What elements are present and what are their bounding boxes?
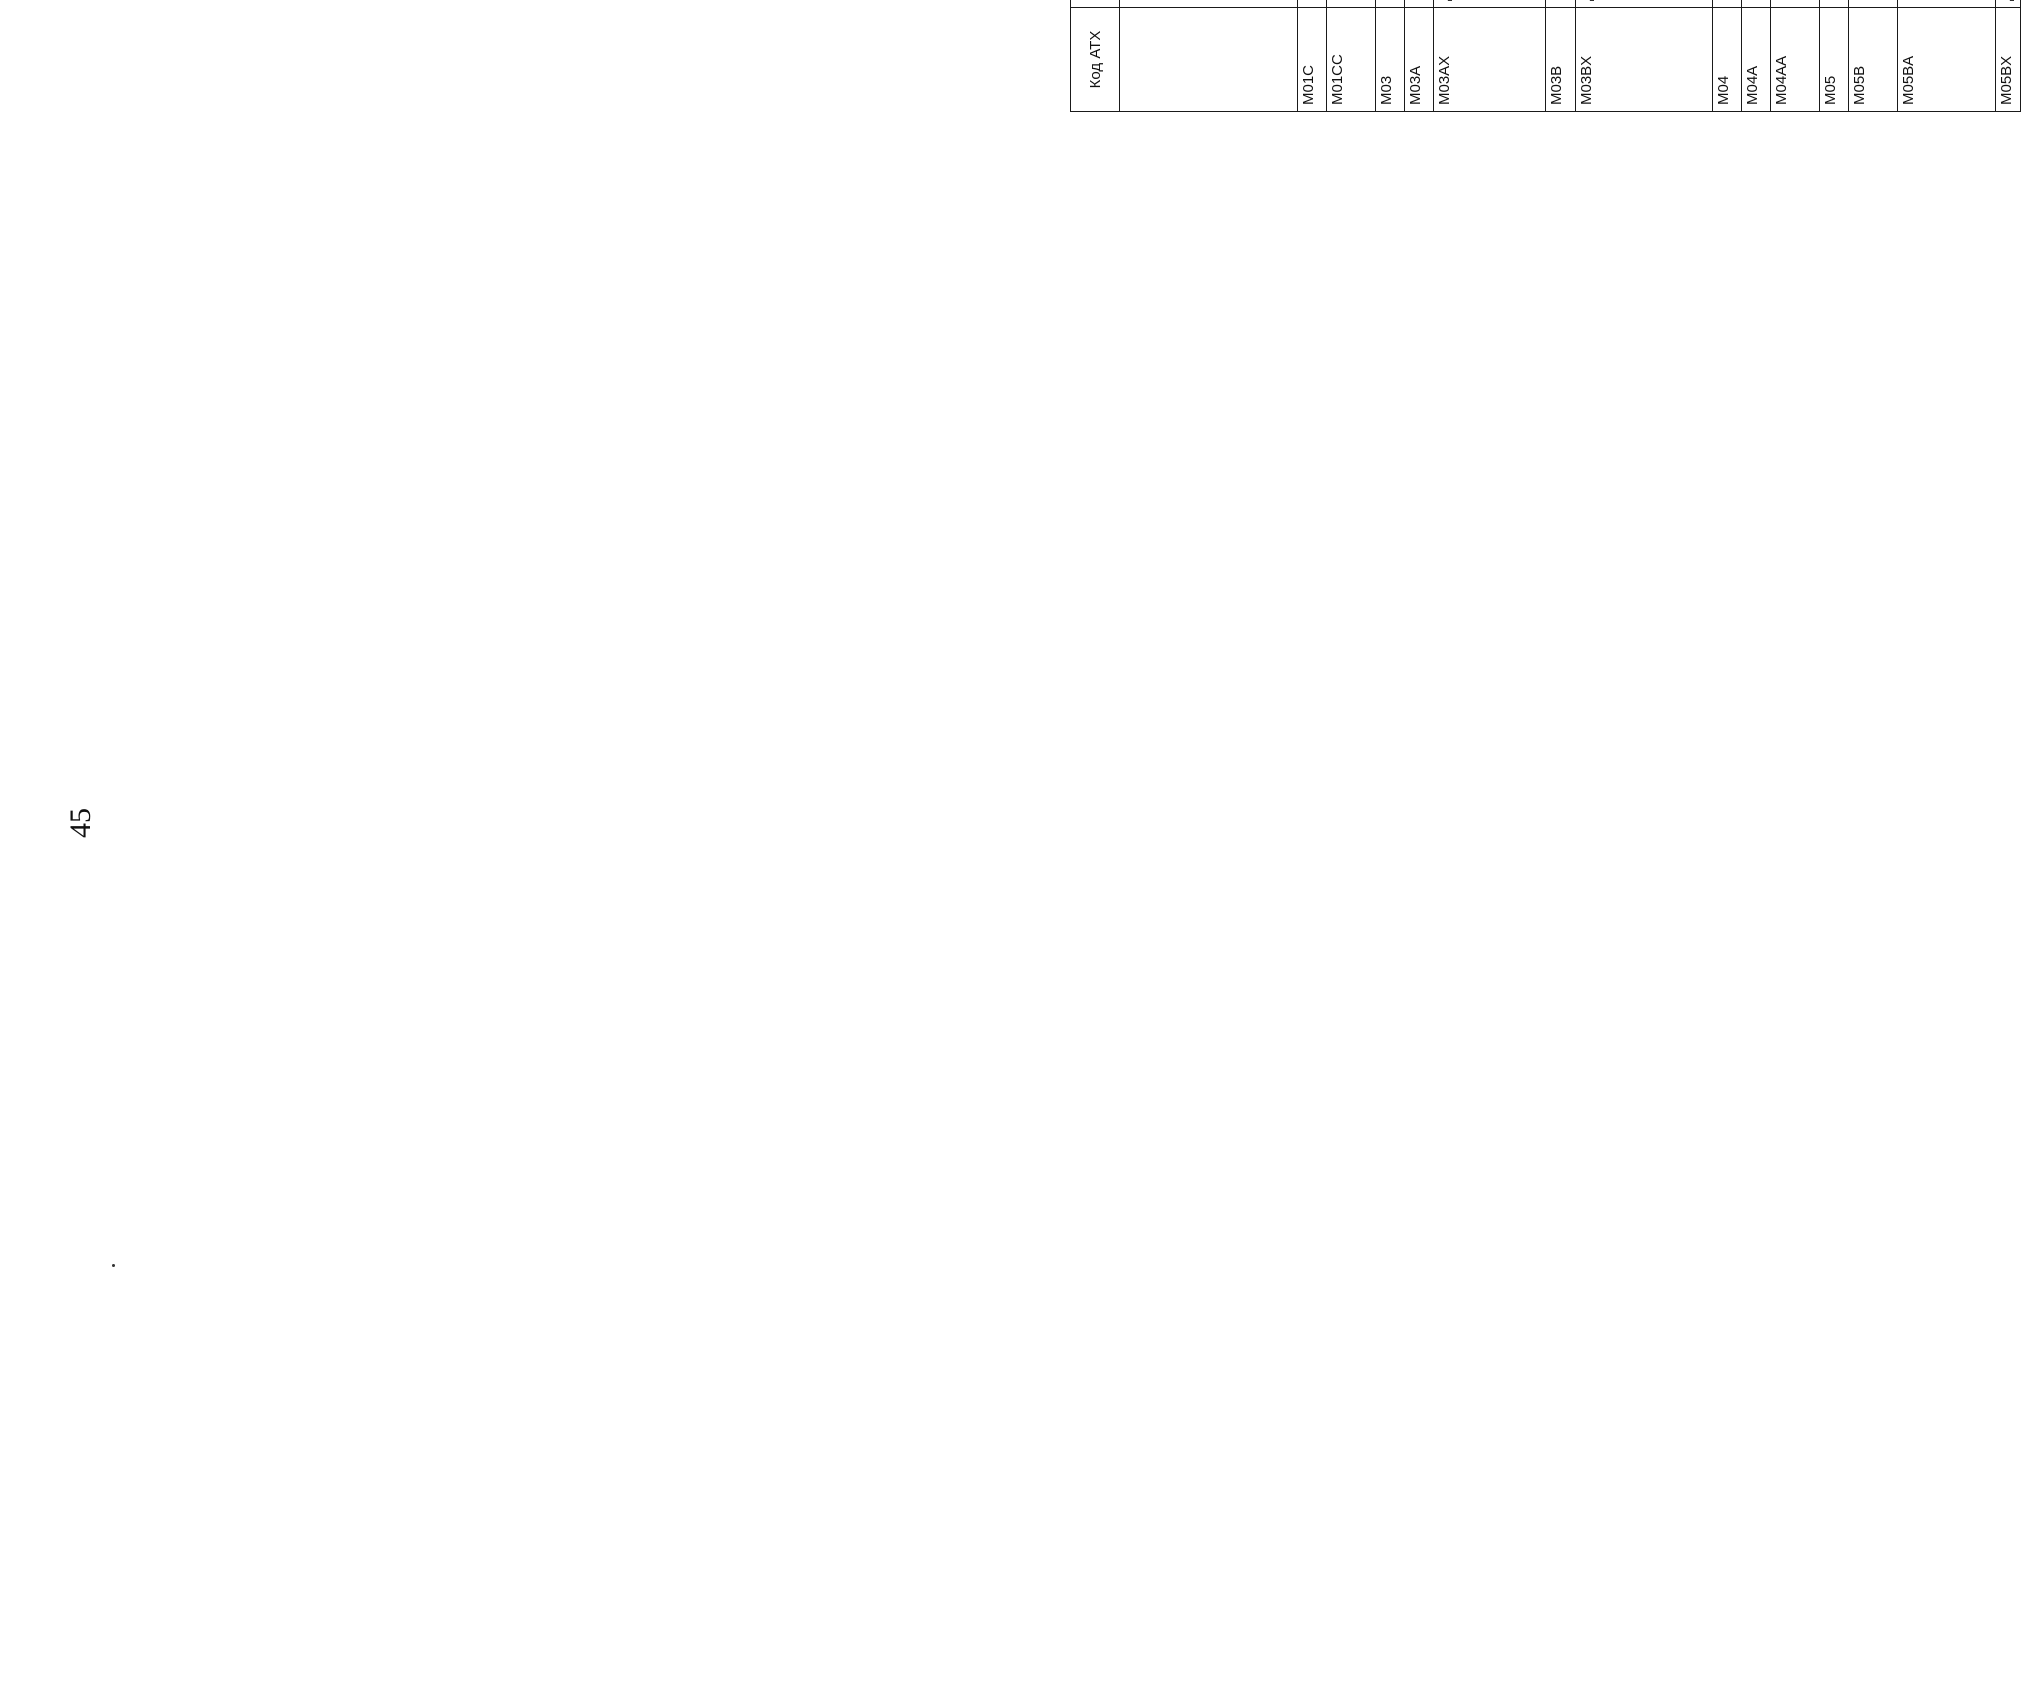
code-cell: M01C xyxy=(1297,8,1326,112)
table-row xyxy=(1819,0,1848,112)
table-row xyxy=(1433,0,1497,112)
table-row xyxy=(1848,0,1897,112)
class-cell xyxy=(1898,0,1996,8)
code-cell: M01CC xyxy=(1326,8,1375,112)
rotated-table-container xyxy=(1070,0,2021,112)
class-cell xyxy=(1770,0,1819,8)
code-cell: M03AX xyxy=(1433,8,1546,112)
table-row xyxy=(1120,0,1147,112)
table-header-row xyxy=(1071,0,1120,112)
code-cell: M05BA xyxy=(1898,8,1996,112)
class-cell xyxy=(1404,0,1433,8)
code-cell: M04 xyxy=(1712,8,1741,112)
table-row xyxy=(1297,0,1326,112)
code-cell: M03 xyxy=(1375,8,1404,112)
class-cell xyxy=(1120,0,1297,8)
page-number: 45 xyxy=(64,808,97,838)
class-cell xyxy=(1433,0,1546,8)
code-cell: M05 xyxy=(1819,8,1848,112)
class-cell xyxy=(1996,0,2021,8)
class-cell xyxy=(1712,0,1741,8)
table-row xyxy=(1898,0,1947,112)
code-cell: M04AA xyxy=(1770,8,1819,112)
class-cell xyxy=(1375,0,1404,8)
table-row xyxy=(1404,0,1433,112)
code-cell: M03B xyxy=(1546,8,1575,112)
class-cell xyxy=(1819,0,1848,8)
table-row xyxy=(1326,0,1375,112)
table-row xyxy=(1575,0,1663,112)
code-cell: M03A xyxy=(1404,8,1433,112)
scan-dot xyxy=(112,1264,115,1267)
class-cell xyxy=(1575,0,1712,8)
table-row xyxy=(1996,0,2021,112)
code-cell: M05B xyxy=(1848,8,1897,112)
code-cell: M03BX xyxy=(1575,8,1712,112)
class-cell xyxy=(1297,0,1326,8)
table-row xyxy=(1741,0,1770,112)
class-cell xyxy=(1326,0,1375,8)
code-cell: M05BX xyxy=(1996,8,2021,112)
table-row xyxy=(1546,0,1575,112)
table-row xyxy=(1770,0,1819,112)
table-row xyxy=(1375,0,1404,112)
atc-table xyxy=(1070,0,2021,112)
header-classification xyxy=(1071,0,1120,8)
class-cell xyxy=(1848,0,1897,8)
table-row xyxy=(1712,0,1741,112)
class-cell xyxy=(1741,0,1770,8)
class-cell xyxy=(1546,0,1575,8)
code-cell xyxy=(1120,8,1297,112)
header-code: Код АТХ xyxy=(1071,8,1120,112)
code-cell: M04A xyxy=(1741,8,1770,112)
